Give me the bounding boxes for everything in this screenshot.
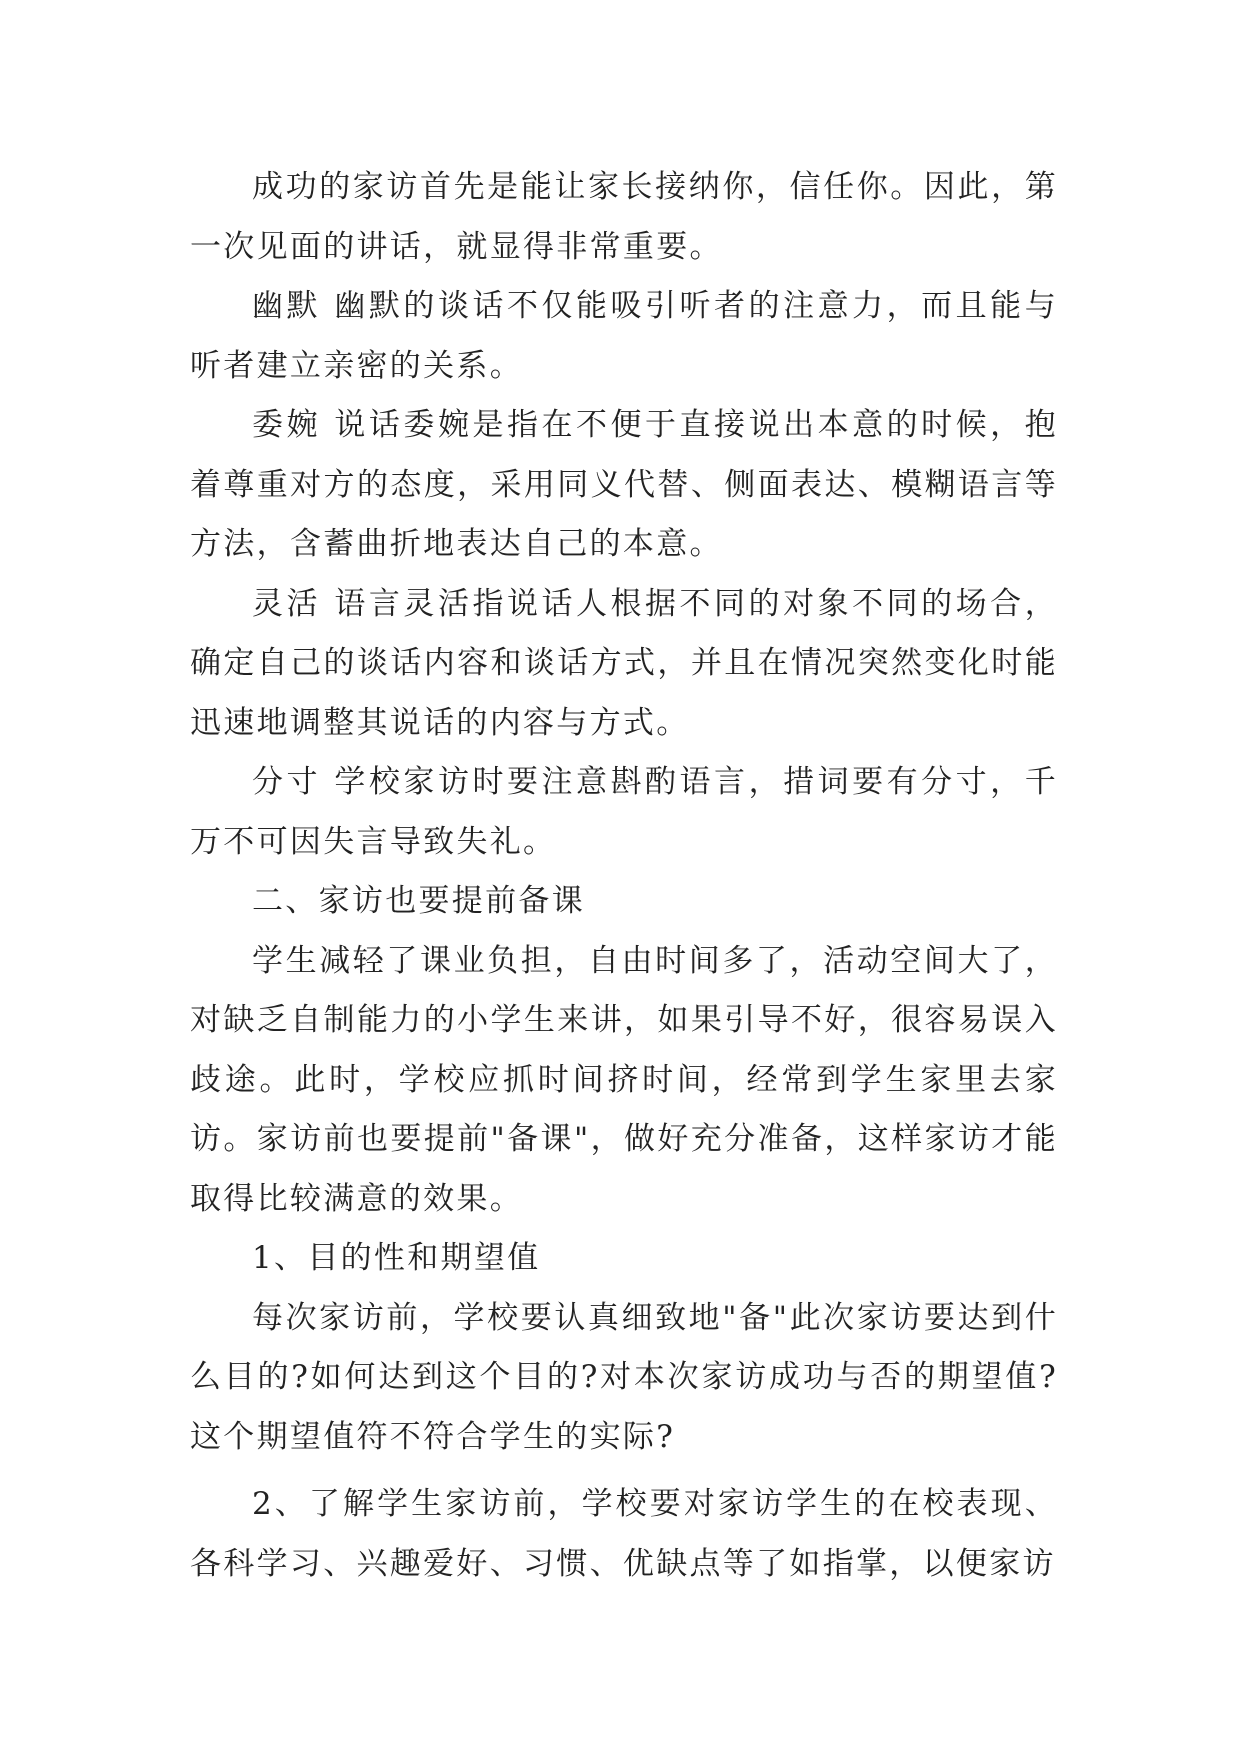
document-body	[190, 158, 1058, 1594]
paragraph-tactful: 委婉 说话委婉是指在不便于直接说出本意的时候，抱着尊重对方的态度，采用同义代替、侧面表达、模糊语言等方法，含蓄曲折地表达自己的本意。	[190, 407, 1058, 562]
paragraph-measure: 分寸 学校家访时要注意斟酌语言，措词要有分寸，千万不可因失言导致失礼。	[190, 764, 1058, 860]
section-heading-prepare: 二、家访也要提前备课	[252, 883, 585, 919]
paragraph-understand-student: 2、了解学生家访前，学校要对家访学生的在校表现、各科学习、兴趣爱好、习惯、优缺点等了如指掌，以便家访	[190, 1486, 1058, 1582]
paragraph-intro: 成功的家访首先是能让家长接纳你，信任你。因此，第一次见面的讲话，就显得非常重要。	[190, 169, 1058, 265]
paragraph-humor: 幽默 幽默的谈话不仅能吸引听者的注意力，而且能与听者建立亲密的关系。	[190, 288, 1058, 384]
paragraph-flexible: 灵活 语言灵活指说话人根据不同的对象不同的场合，确定自己的谈话内容和谈话方式，并且在情况突然变化时能迅速地调整其说话的内容与方式。	[190, 585, 1058, 741]
paragraph-prepare: 学生减轻了课业负担，自由时间多了，活动空间大了，对缺乏自制能力的小学生来讲，如果引导不好，很容易误入歧途。此时，学校应抓时间挤时间，经常到学生家里去家访。家访前也要提前"备课"，做好充分准备，这样家访才能取得比较满意的效果。	[190, 942, 1058, 1217]
subheading-purpose: 1、目的性和期望值	[252, 1240, 541, 1276]
paragraph-purpose: 每次家访前，学校要认真细致地"备"此次家访要达到什么目的?如何达到这个目的?对本次家访成功与否的期望值?这个期望值符不符合学生的实际?	[190, 1299, 1058, 1455]
